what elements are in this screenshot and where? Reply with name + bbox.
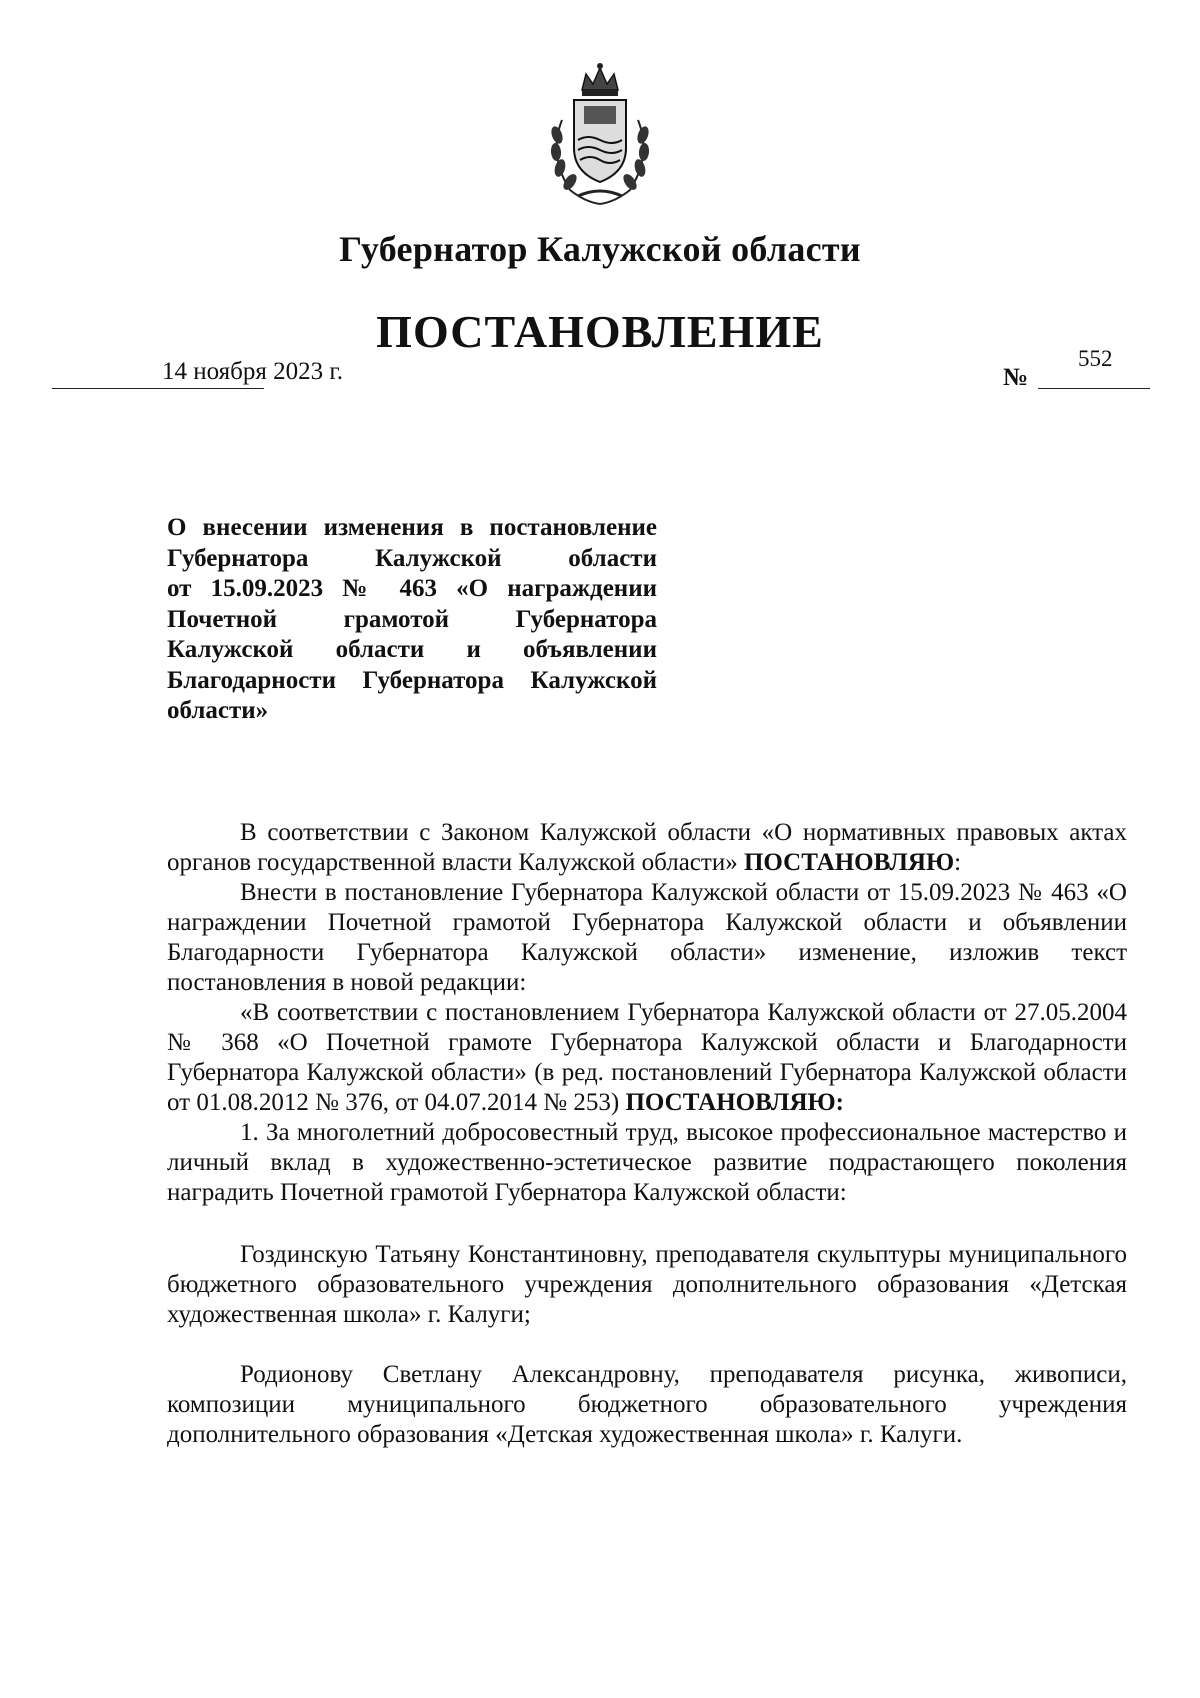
number-underline (1038, 388, 1150, 389)
award-item-paragraph: 1. За многолетний добросовестный труд, высокое профессиональное мастерство и личный вклад в художественно-эстетическое развитие подрастающего поколения наградить Почетной грамотой Губернатора Калужской области: (167, 1119, 1127, 1206)
awardee-paragraph: Родионову Светлану Александровну, преподавателя рисунка, живописи, композиции муниципального бюджетного образовательного учреждения дополнительного образования «Детская художественная школа» г. Калуги. (167, 1361, 1127, 1448)
subject-line: области» (167, 697, 269, 724)
document-subject (167, 513, 657, 727)
subject-line: Губернатора Калужской области (167, 544, 657, 572)
subject-line: Калужской области и объявлении (167, 636, 657, 663)
subject-line: от 15.09.2023 № 463 «О награждении (167, 575, 657, 602)
number-sign: № (1003, 364, 1029, 391)
subject-line: Благодарности Губернатора Калужской (167, 666, 657, 694)
coat-of-arms-emblem (540, 60, 660, 210)
document-date: 14 ноября 2023 г. (162, 358, 344, 385)
subject-line: Почетной грамотой Губернатора (167, 605, 657, 633)
subject-line: О внесении изменения в постановление (167, 514, 657, 541)
amendment-paragraph: Внести в постановление Губернатора Калужской области от 15.09.2023 № 463 «О награждении Почетной грамотой Губернатора Калужской области и объявлении Благодарности Губернатора Калужской области» изменение, изложив текст постановления в новой редакции: (167, 879, 1127, 996)
awardee-paragraph: Гоздинскую Татьяну Константиновну, преподавателя скульптуры муниципального бюджетного образовательного учреждения дополнительного образования «Детская художественная школа» г. Калуги; (167, 1241, 1127, 1328)
document-type-title: ПОСТАНОВЛЕНИЕ (376, 306, 824, 357)
preamble-paragraph: В соответствии с Законом Калужской области «О нормативных правовых актах органов государственной власти Калужской области» ПОСТАНОВЛЯЮ: (167, 819, 1127, 876)
date-underline (52, 388, 264, 389)
document-number: 552 (1078, 346, 1113, 371)
issuing-authority: Губернатор Калужской области (339, 229, 861, 269)
resolve-keyword: ПОСТАНОВЛЯЮ: (625, 1089, 844, 1116)
new-wording-paragraph: «В соответствии с постановлением Губернатора Калужской области от 27.05.2004 № 368 «О Почетной грамоте Губернатора Калужской области и Благодарности Губернатора Калужской области» (в ред. постановлений Губернатора Калужской области от 01.08.2012 № 376, от 04.07.2014 № 253) ПОСТАНОВЛЯЮ: (167, 999, 1127, 1116)
document-body (167, 818, 1127, 1450)
resolve-keyword: ПОСТАНОВЛЯЮ (743, 849, 955, 876)
